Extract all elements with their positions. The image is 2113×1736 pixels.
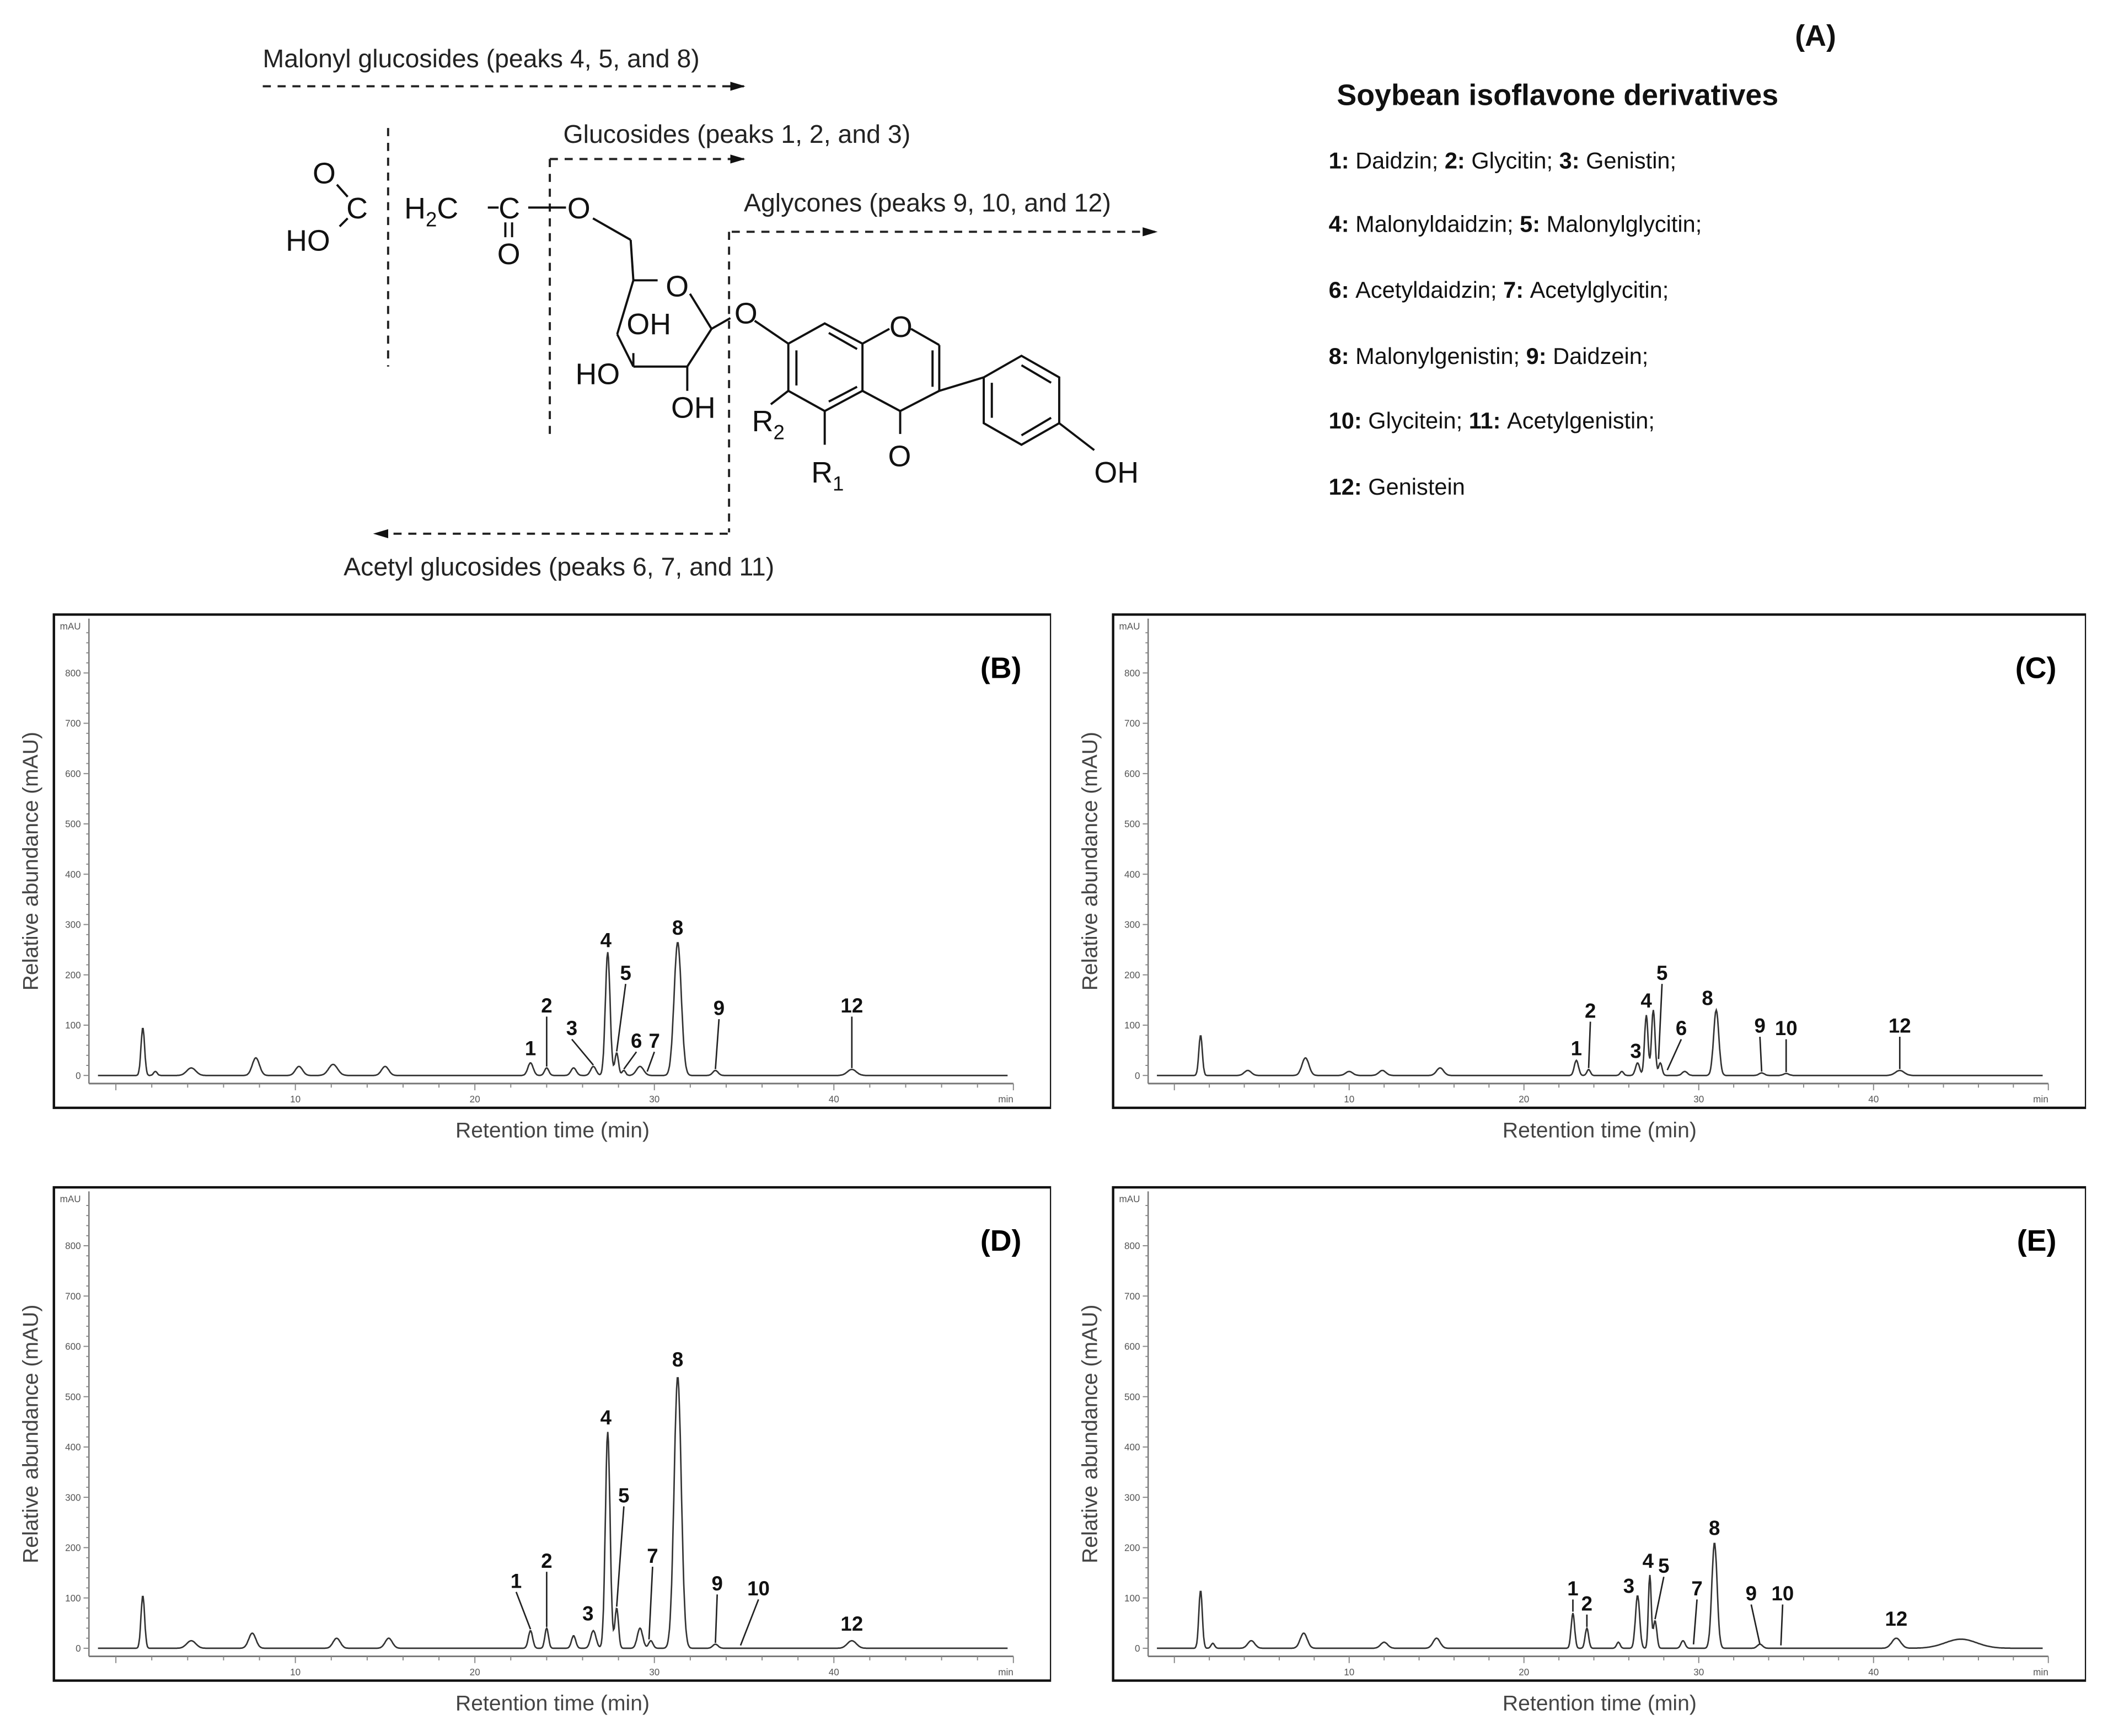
y-tick-label: 300 — [65, 919, 81, 930]
atom-r2: $R_2$ — [752, 405, 785, 444]
panel-label: (C) — [2015, 651, 2057, 685]
y-tick-label: 700 — [1124, 1291, 1140, 1302]
peak-label-5: 5 — [1658, 1555, 1670, 1578]
atom-o-keto: O — [888, 440, 911, 473]
legend-line — [1329, 148, 1676, 175]
chromatogram-e — [1059, 1186, 2086, 1736]
panel-label: (B) — [980, 651, 1022, 685]
plot-frame — [1113, 1187, 2086, 1680]
compound-name: Malonyldaidzin; — [1355, 211, 1520, 238]
peak-label-7: 7 — [648, 1030, 660, 1053]
compound-number: 11: — [1468, 408, 1508, 434]
x-tick-label: 30 — [649, 1094, 660, 1105]
peak-label-2: 2 — [1585, 999, 1596, 1022]
y-tick-label: 0 — [1135, 1070, 1140, 1081]
y-tick-label: 100 — [1124, 1593, 1140, 1604]
peak-label-1: 1 — [1567, 1577, 1579, 1600]
y-tick-label: 700 — [1124, 718, 1140, 729]
peak-label-5: 5 — [1656, 961, 1668, 984]
panel-label-a: (A) — [1795, 19, 1836, 53]
x-axis-title: Retention time (min) — [1502, 1691, 1697, 1716]
y-axis-title: Relative abundance (mAU) — [1078, 1304, 1102, 1563]
y-tick-label: 100 — [65, 1020, 81, 1031]
peak-label-7: 7 — [1691, 1577, 1703, 1600]
y-tick-label: 400 — [1124, 869, 1140, 880]
peak-label-1: 1 — [524, 1037, 537, 1060]
x-tick-label: 20 — [1519, 1667, 1530, 1678]
peak-label-10: 10 — [1771, 1582, 1794, 1605]
y-tick-label: 600 — [1124, 1341, 1140, 1352]
y-tick-label: 300 — [1124, 919, 1140, 930]
y-tick-label: 600 — [1124, 768, 1140, 779]
peak-label-8: 8 — [672, 1348, 684, 1371]
peak-label-2: 2 — [541, 1549, 553, 1572]
compound-name: Genistin; — [1586, 148, 1677, 174]
peak-label-8: 8 — [1702, 987, 1713, 1010]
x-tick-label: 40 — [828, 1094, 839, 1105]
compound-name: Malonylglycitin; — [1546, 211, 1702, 238]
peak-label-2: 2 — [1581, 1592, 1593, 1615]
atom-ho-acid: HO — [286, 224, 330, 258]
atom-o-glycosidic: O — [734, 297, 758, 330]
y-tick-label: 800 — [65, 668, 81, 679]
peak-label-4: 4 — [600, 1406, 612, 1429]
peak-label-3: 3 — [566, 1017, 578, 1040]
legend-line — [1329, 344, 1649, 371]
y-tick-label: 0 — [76, 1070, 81, 1081]
x-unit-label: min — [998, 1094, 1013, 1105]
y-unit-label: mAU — [1119, 1193, 1140, 1204]
compound-number: 12: — [1328, 474, 1369, 500]
peak-label-6: 6 — [630, 1030, 642, 1053]
y-unit-label: mAU — [1119, 621, 1140, 632]
x-tick-label: 30 — [1693, 1094, 1704, 1105]
atom-r1: $R_1$ — [811, 456, 844, 495]
compound-number: 8: — [1328, 344, 1356, 369]
y-tick-label: 500 — [1124, 819, 1140, 830]
peak-label-1: 1 — [1570, 1037, 1583, 1060]
acetyl-group-label: Acetyl glucosides (peaks 6, 7, and 11) — [344, 552, 775, 581]
atom-ho-sugar: HO — [575, 357, 620, 391]
x-tick-label: 10 — [290, 1667, 301, 1678]
peak-label-1: 1 — [510, 1569, 522, 1593]
x-axis-title: Retention time (min) — [455, 1691, 650, 1716]
plot-frame — [1113, 614, 2086, 1107]
atom-c-ester: C — [498, 191, 521, 225]
y-tick-label: 800 — [1124, 1241, 1140, 1252]
malonyl-group-label: Malonyl glucosides (peaks 4, 5, and 8) — [262, 44, 700, 73]
x-tick-label: 30 — [1693, 1667, 1704, 1678]
x-tick-label: 10 — [290, 1094, 301, 1105]
peak-label-12: 12 — [1888, 1014, 1911, 1037]
y-axis-title: Relative abundance (mAU) — [1078, 731, 1102, 991]
compound-name: Daidzin; — [1355, 148, 1445, 174]
panel-label: (E) — [2017, 1224, 2057, 1257]
compound-number: 10: — [1328, 408, 1369, 434]
y-tick-label: 600 — [65, 1341, 81, 1352]
compound-name: Daidzein; — [1553, 344, 1649, 369]
peak-label-12: 12 — [840, 1612, 864, 1635]
y-tick-label: 500 — [65, 819, 81, 830]
y-tick-label: 300 — [1124, 1492, 1140, 1503]
peak-label-3: 3 — [1623, 1574, 1635, 1598]
chromatogram-c — [1059, 613, 2086, 1163]
compound-name: Glycitin; — [1471, 148, 1559, 174]
x-tick-label: 40 — [1868, 1094, 1879, 1105]
y-tick-label: 400 — [1124, 1442, 1140, 1453]
compound-number: 3: — [1559, 148, 1586, 174]
compound-name: Acetylgenistin; — [1507, 408, 1655, 434]
atom-o-carbonyl: O — [312, 157, 336, 190]
y-tick-label: 200 — [1124, 1542, 1140, 1553]
compound-name: Malonylgenistin; — [1355, 344, 1526, 369]
y-tick-label: 200 — [65, 1542, 81, 1553]
plot-frame — [54, 614, 1051, 1107]
y-tick-label: 0 — [76, 1643, 81, 1654]
x-tick-label: 20 — [469, 1094, 480, 1105]
atom-o-ring: O — [666, 270, 689, 303]
peak-label-12: 12 — [840, 994, 864, 1017]
peak-label-4: 4 — [1640, 989, 1652, 1012]
y-tick-label: 200 — [1124, 969, 1140, 980]
x-axis-title: Retention time (min) — [455, 1118, 650, 1143]
compound-name: Acetyldaidzin; — [1355, 277, 1504, 303]
y-unit-label: mAU — [60, 1193, 81, 1204]
x-tick-label: 20 — [1519, 1094, 1530, 1105]
atom-oh-sugar-1: OH — [626, 308, 672, 341]
peak-label-2: 2 — [541, 994, 553, 1017]
compound-number: 6: — [1328, 277, 1356, 303]
glucosides-group-label: Glucosides (peaks 1, 2, and 3) — [563, 120, 911, 149]
x-tick-label: 40 — [828, 1667, 839, 1678]
peak-label-8: 8 — [1709, 1517, 1720, 1540]
y-tick-label: 800 — [65, 1241, 81, 1252]
x-unit-label: min — [2033, 1667, 2048, 1678]
y-tick-label: 400 — [65, 1442, 81, 1453]
compound-name: Genistein — [1368, 474, 1465, 500]
y-tick-label: 600 — [65, 768, 81, 779]
peak-label-4: 4 — [1642, 1549, 1654, 1572]
compound-number: 1: — [1328, 148, 1356, 174]
y-tick-label: 700 — [65, 1291, 81, 1302]
atom-o-ester: O — [567, 191, 591, 225]
x-axis-title: Retention time (min) — [1502, 1118, 1697, 1143]
compound-name: Glycitein; — [1368, 408, 1469, 434]
atom-o-ester-double: O — [497, 238, 521, 271]
x-unit-label: min — [998, 1667, 1013, 1678]
y-tick-label: 700 — [65, 718, 81, 729]
atom-h2c: $H_2C$ — [404, 191, 459, 231]
peak-label-5: 5 — [620, 961, 631, 984]
y-axis-title: Relative abundance (mAU) — [19, 1304, 43, 1563]
peak-label-5: 5 — [618, 1484, 630, 1507]
peak-label-9: 9 — [713, 996, 725, 1020]
legend-line — [1329, 409, 1655, 436]
compound-name: Acetylglycitin; — [1530, 277, 1669, 303]
atom-c-acid: C — [346, 191, 368, 225]
peak-label-6: 6 — [1675, 1017, 1687, 1040]
y-unit-label: mAU — [60, 621, 81, 632]
y-axis-title: Relative abundance (mAU) — [19, 731, 43, 991]
y-tick-label: 0 — [1135, 1643, 1140, 1654]
peak-label-3: 3 — [1630, 1040, 1642, 1063]
y-tick-label: 200 — [65, 969, 81, 980]
peak-label-8: 8 — [672, 916, 684, 939]
x-tick-label: 20 — [469, 1667, 480, 1678]
isoflavone-structure-scheme — [0, 0, 1294, 593]
peak-label-10: 10 — [747, 1577, 770, 1600]
peak-label-7: 7 — [647, 1544, 658, 1567]
y-tick-label: 800 — [1124, 668, 1140, 679]
y-tick-label: 100 — [1124, 1020, 1140, 1031]
peak-label-9: 9 — [1745, 1582, 1757, 1605]
peak-label-10: 10 — [1774, 1017, 1798, 1040]
y-tick-label: 100 — [65, 1593, 81, 1604]
y-tick-label: 500 — [1124, 1391, 1140, 1402]
x-tick-label: 10 — [1344, 1094, 1355, 1105]
chromatogram-b — [0, 613, 1051, 1163]
plot-frame — [54, 1187, 1051, 1680]
x-tick-label: 40 — [1868, 1667, 1879, 1678]
compound-number: 7: — [1503, 277, 1530, 303]
compound-number: 2: — [1444, 148, 1472, 174]
y-tick-label: 300 — [65, 1492, 81, 1503]
peak-label-4: 4 — [600, 929, 612, 952]
aglycones-group-label: Aglycones (peaks 9, 10, and 12) — [744, 188, 1111, 217]
x-tick-label: 30 — [649, 1667, 660, 1678]
peak-label-9: 9 — [1754, 1014, 1766, 1037]
legend-line — [1329, 474, 1465, 501]
y-tick-label: 500 — [65, 1391, 81, 1402]
x-tick-label: 10 — [1344, 1667, 1355, 1678]
atom-o-chromone: O — [889, 310, 913, 344]
peak-label-12: 12 — [1885, 1607, 1908, 1630]
legend-line — [1329, 212, 1702, 239]
panel-label: (D) — [980, 1224, 1022, 1257]
compound-number: 5: — [1520, 211, 1547, 238]
peak-label-9: 9 — [711, 1572, 723, 1595]
compound-number: 4: — [1328, 211, 1356, 238]
compound-number: 9: — [1526, 344, 1553, 369]
peak-label-3: 3 — [582, 1602, 594, 1625]
x-unit-label: min — [2033, 1094, 2048, 1105]
y-tick-label: 400 — [65, 869, 81, 880]
legend-title: Soybean isoflavone derivatives — [1337, 78, 1779, 112]
atom-oh-sugar-2: OH — [671, 391, 716, 425]
legend-line — [1329, 277, 1669, 304]
atom-oh-phenol: OH — [1094, 456, 1139, 489]
chromatogram-d — [0, 1186, 1051, 1736]
